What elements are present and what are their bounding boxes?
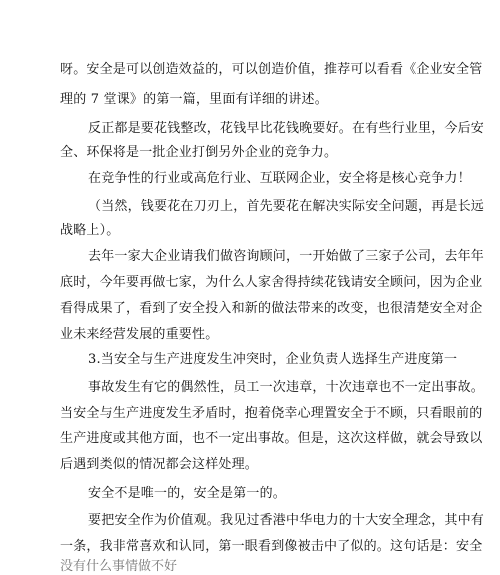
text-line-10: 看得成果了，看到了安全投入和新的做法带来的改变，也很清楚安全对企	[60, 301, 483, 316]
text-line-16: 后遇到类似的情况都会这样处理。	[60, 457, 259, 472]
text-line-4: 全、环保将是一批企业打倒另外企业的竞争力。	[60, 145, 338, 160]
text-line-2: 理的 7 堂课》的第一篇，里面有详细的讲述。	[60, 92, 328, 107]
text-line-5: 在竞争性的行业或高危行业、互联网企业，安全将是核心竞争力！	[88, 171, 471, 186]
text-line-15: 生产进度或其他方面，也不一定出事故。但是，这次这样做，就会导致以	[60, 431, 483, 446]
text-line-6: （当然，钱要花在刀刃上，首先要花在解决实际安全问题，再是长远	[88, 199, 485, 214]
text-line-18: 要把安全作为价值观。我见过香港中华电力的十大安全理念，其中有	[88, 513, 485, 528]
text-line-9: 底时，今年要再做七家，为什么人家舍得持续花钱请安全顾问，因为企业	[60, 275, 483, 290]
text-line-19: 一条，我非常喜欢和认同，第一眼看到像被击中了似的。这句话是：安全	[60, 539, 483, 554]
text-line-3: 反正都是要花钱整改，花钱早比花钱晚要好。在有些行业里，今后安	[88, 121, 485, 136]
text-line-17: 安全不是唯一的，安全是第一的。	[88, 486, 287, 501]
text-line-8: 去年一家大企业请我们做咨询顾问，一开始做了三家子公司，去年年	[88, 249, 485, 264]
cut-off-text-line: 没有什么事情做不好	[60, 559, 178, 574]
text-line-13: 事故发生有它的偶然性，员工一次违章，十次违章也不一定出事故。	[88, 380, 485, 395]
text-line-14: 当安全与生产进度发生矛盾时，抱着侥幸心理置安全于不顾，只看眼前的	[60, 406, 483, 421]
text-line-1: 呀。安全是可以创造效益的，可以创造价值，推荐可以看看《企业安全管	[60, 62, 483, 77]
text-line-7: 战略上）。	[60, 223, 120, 238]
text-line-11: 业未来经营发展的重要性。	[60, 327, 219, 342]
section-heading: 3.当安全与生产进度发生冲突时，企业负责人选择生产进度第一	[88, 352, 458, 367]
